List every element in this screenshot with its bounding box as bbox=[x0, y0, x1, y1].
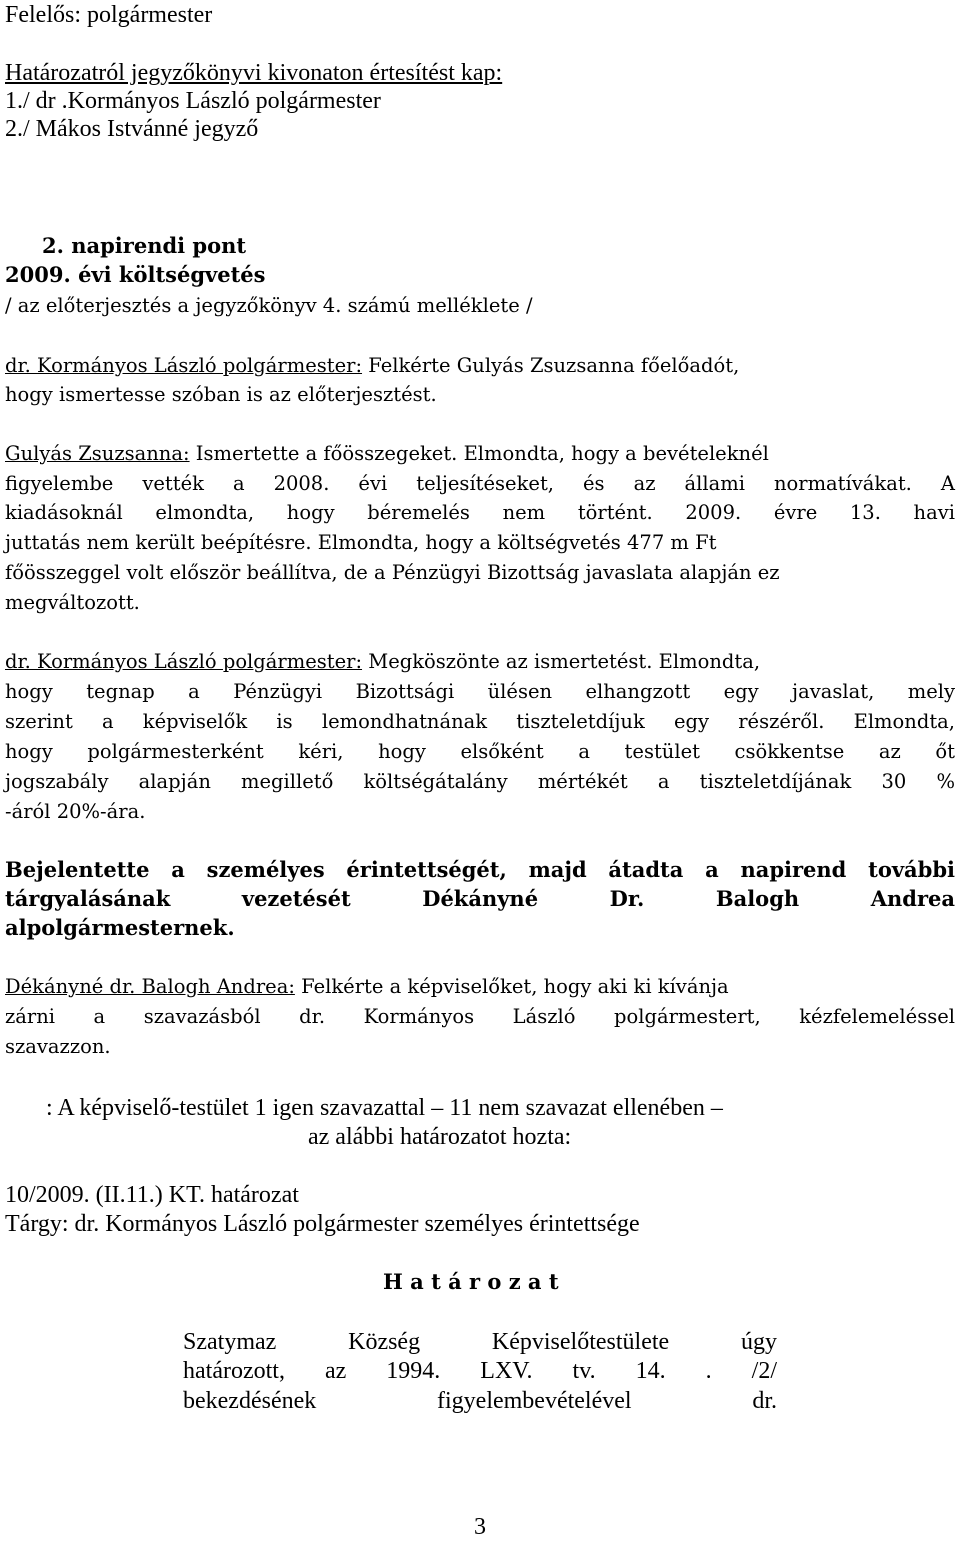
p5-line1 bbox=[5, 972, 729, 1002]
p1-line1 bbox=[5, 351, 739, 381]
speaker-gulyas: Gulyás Zsuzsanna: bbox=[5, 442, 190, 465]
p4-line2: tárgyalásának vezetését Dékányné Dr. Balogh Andrea bbox=[5, 886, 955, 911]
agenda-subtitle: / az előterjesztés a jegyzőkönyv 4. számú melléklete / bbox=[5, 294, 533, 317]
p5-line2: zárni a szavazásból dr. Kormányos László polgármestert, kézfelemeléssel bbox=[5, 1005, 955, 1028]
p5-line3: szavazzon. bbox=[5, 1035, 111, 1058]
resolution-heading: H a t á r o z a t bbox=[383, 1269, 559, 1294]
p4-line1: Bejelentette a személyes érintettségét, majd átadta a napirend további bbox=[5, 857, 955, 882]
p2-line1 bbox=[5, 439, 769, 469]
p2-line3: kiadásoknál elmondta, hogy béremelés nem történt. 2009. évre 13. havi bbox=[5, 501, 955, 524]
p3-line6: -áról 20%-ára. bbox=[5, 800, 146, 823]
recipient-2: 2./ Mákos Istvánné jegyző bbox=[5, 116, 259, 142]
vote-line1: : A képviselő-testület 1 igen szavazattal – 11 nem szavazat ellenében – bbox=[46, 1095, 723, 1121]
p3-line3: szerint a képviselők is lemondhatnának tiszteletdíjuk egy részéről. Elmondta, bbox=[5, 710, 955, 733]
p3-text1: Megköszönte az ismertetést. Elmondta, bbox=[362, 650, 761, 673]
p5-text1: Felkérte a képviselőket, hogy aki ki kívánja bbox=[294, 975, 729, 998]
agenda-title: 2009. évi költségvetés bbox=[5, 262, 266, 287]
p4-line3: alpolgármesternek. bbox=[5, 915, 235, 940]
p2-line4: juttatás nem került beépítésre. Elmondta, hogy a költségvetés 477 m Ft bbox=[5, 531, 717, 554]
p3-line4: hogy polgármesterként kéri, hogy elsőként a testület csökkentse az őt bbox=[5, 740, 955, 763]
p2-line5: főösszeggel volt először beállítva, de a Pénzügyi Bizottság javaslata alapján ez bbox=[5, 561, 780, 584]
p3-line1 bbox=[5, 647, 760, 677]
vote-line2: az alábbi határozatot hozta: bbox=[308, 1124, 572, 1150]
resolution-body-line2: határozott, az 1994. LXV. tv. 14. . /2/ bbox=[183, 1358, 777, 1384]
resolution-body-line1: Szatymaz Község Képviselőtestülete úgy bbox=[183, 1329, 777, 1355]
resolution-body-line3: bekezdésének figyelembevételével dr. bbox=[183, 1388, 777, 1414]
p1-line2: hogy ismertesse szóban is az előterjesztést. bbox=[5, 383, 437, 406]
p3-line2: hogy tegnap a Pénzügyi Bizottsági ülésen elhangzott egy javaslat, mely bbox=[5, 680, 955, 703]
kivonat-title: Határozatról jegyzőkönyvi kivonaton értesítést kap: bbox=[5, 60, 503, 86]
p2-text1: Ismertette a főösszegeket. Elmondta, hogy a bevételeknél bbox=[189, 442, 769, 465]
speaker-mayor: dr. Kormányos László polgármester: bbox=[5, 354, 363, 377]
resolution-subject: Tárgy: dr. Kormányos László polgármester személyes érintettsége bbox=[5, 1211, 640, 1237]
speaker-mayor-2: dr. Kormányos László polgármester: bbox=[5, 650, 363, 673]
resolution-number: 10/2009. (II.11.) KT. határozat bbox=[5, 1182, 299, 1208]
recipient-1: 1./ dr .Kormányos László polgármester bbox=[5, 88, 381, 114]
speaker-balogh: Dékányné dr. Balogh Andrea: bbox=[5, 975, 295, 998]
p2-line2: figyelembe vették a 2008. évi teljesítéseket, és az állami normatívákat. A bbox=[5, 472, 955, 495]
p3-line5: jogszabály alapján megillető költségátalány mértékét a tiszteletdíjának 30 % bbox=[5, 770, 955, 793]
agenda-point: 2. napirendi pont bbox=[42, 233, 247, 258]
page-number: 3 bbox=[474, 1514, 486, 1540]
felelos-line: Felelős: polgármester bbox=[5, 2, 213, 28]
p2-line6: megváltozott. bbox=[5, 591, 140, 614]
p1-text1: Felkérte Gulyás Zsuzsanna főelőadót, bbox=[362, 354, 740, 377]
